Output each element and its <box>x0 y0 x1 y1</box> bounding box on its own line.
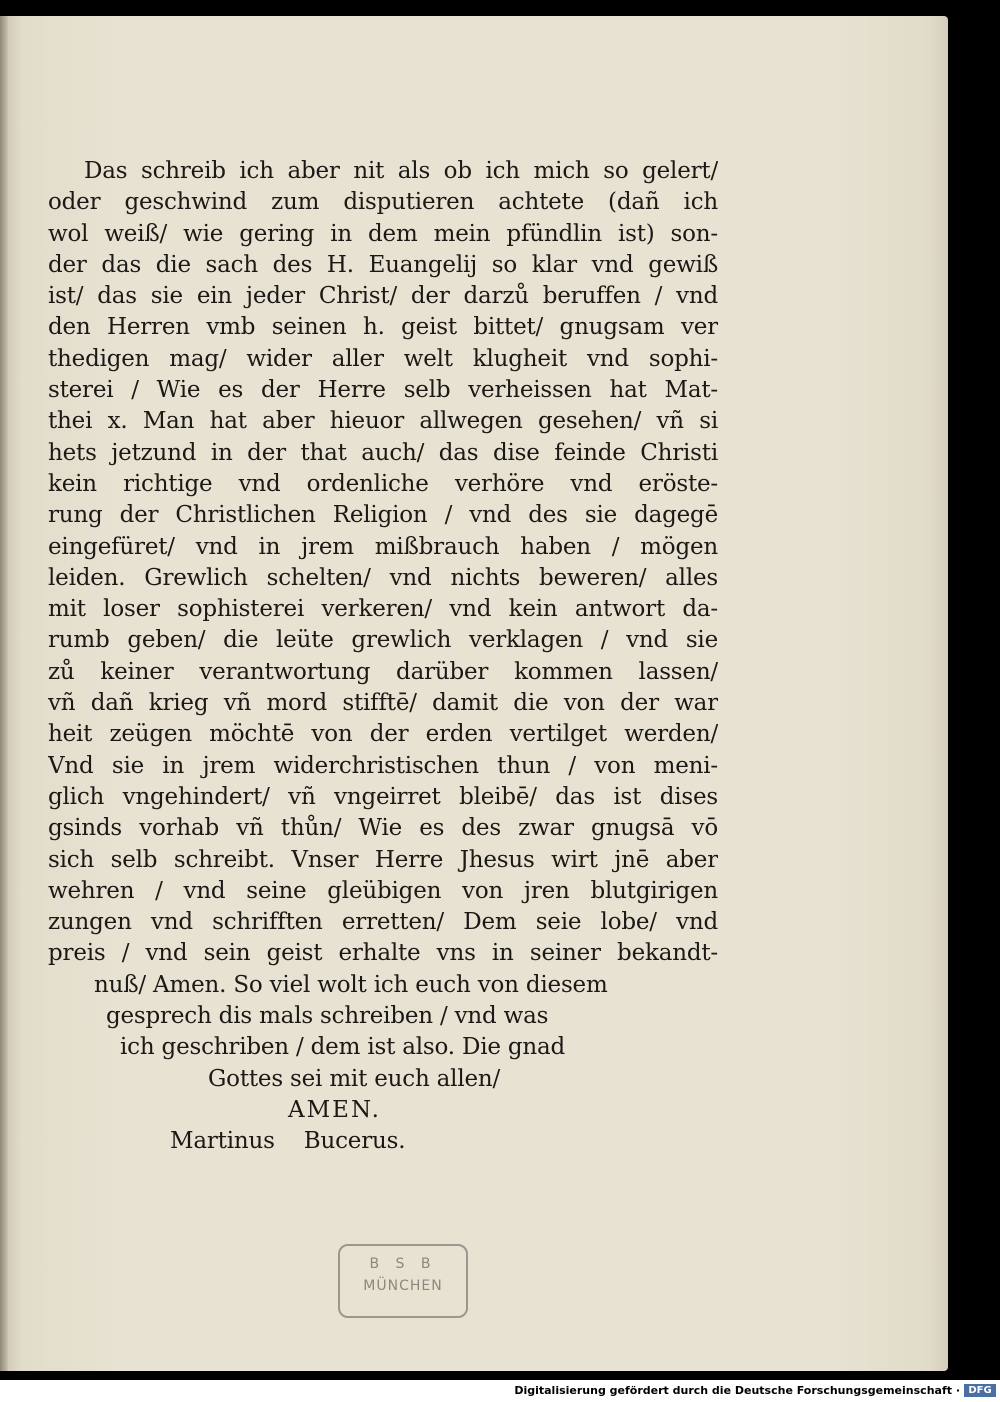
text-line: rumb geben/ die leüte grewlich verklagen / vnd sie <box>48 627 718 654</box>
text-line: vñ dañ krieg vñ mord stifftē/ damit die von der war <box>48 690 718 717</box>
footer-bar <box>0 1380 1000 1402</box>
text-line: thei x. Man hat aber hieuor allwegen gesehen/ vñ si <box>48 408 718 435</box>
text-line: hets jetzund in der that auch/ das dise feinde Christi <box>48 439 718 466</box>
text-line-taper: Gottes sei mit euch allen/ <box>208 1065 501 1092</box>
text-line-taper: gesprech dis mals schreiben / vnd was <box>106 1003 549 1030</box>
book-page <box>0 16 948 1371</box>
text-line: thedigen mag/ wider aller welt klugheit vnd sophi- <box>48 345 718 372</box>
blackletter-text-block <box>48 156 718 1158</box>
text-line-taper: ich geschriben / dem ist also. Die gnad <box>120 1034 566 1061</box>
page-spine-shadow <box>0 16 8 1371</box>
stamp-line-1: B S B <box>369 1256 437 1272</box>
text-line: gsinds vorhab vñ thůn/ Wie es des zwar gnugsā vō <box>48 815 718 842</box>
text-line: Das schreib ich aber nit als ob ich mich so gelert/ <box>84 158 718 184</box>
library-stamp <box>338 1244 468 1318</box>
text-line: rung der Christlichen Religion / vnd des sie dagegē <box>48 502 718 529</box>
text-line: sich selb schreibt. Vnser Herre Jhesus wirt jnē aber <box>48 846 718 873</box>
text-line: der das die sach des H. Euangelij so klar vnd gewiß <box>48 251 718 278</box>
text-line: sterei / Wie es der Herre selb verheissen hat Mat- <box>48 377 718 404</box>
text-line: oder geschwind zum disputieren achtete (dañ ich <box>48 189 718 216</box>
text-line: eingefüret/ vnd in jrem mißbrauch haben / mögen <box>48 533 718 560</box>
text-line: kein richtige vnd ordenliche verhöre vnd eröste- <box>48 470 718 497</box>
text-line: wehren / vnd seine gleübigen von jren blutgirigen <box>48 877 718 904</box>
text-line: glich vngehindert/ vñ vngeirret bleibē/ das ist dises <box>48 783 718 810</box>
text-line: leiden. Grewlich schelten/ vnd nichts beweren/ alles <box>48 564 718 591</box>
amen-line: AMEN. <box>288 1096 381 1123</box>
text-line: mit loser sophisterei verkeren/ vnd kein antwort da- <box>48 596 718 623</box>
signature-line: Martinus Bucerus. <box>170 1128 406 1155</box>
text-line: wol weiß/ wie gering in dem mein pfündlin ist) son- <box>48 220 718 247</box>
text-line: den Herren vmb seinen h. geist bittet/ gnugsam ver <box>48 314 718 341</box>
text-line: preis / vnd sein geist erhalte vns in seiner bekandt- <box>48 940 718 967</box>
text-line: heit zeügen möchtē von der erden vertilget werden/ <box>48 721 718 748</box>
text-line-taper: nuß/ Amen. So viel wolt ich euch von diesem <box>94 971 608 998</box>
text-line: Vnd sie in jrem widerchristischen thun / von meni- <box>48 752 718 779</box>
text-line: zungen vnd schrifften erretten/ Dem seie lobe/ vnd <box>48 909 718 936</box>
footer-funding-text: Digitalisierung gefördert durch die Deutsche Forschungsgemeinschaft · <box>514 1384 960 1397</box>
text-line: ist/ das sie ein jeder Christ/ der darzů beruffen / vnd <box>48 283 718 310</box>
text-line: zů keiner verantwortung darüber kommen lassen/ <box>48 658 718 685</box>
stamp-line-2: MÜNCHEN <box>363 1278 443 1294</box>
dfg-logo: DFG <box>964 1384 996 1397</box>
